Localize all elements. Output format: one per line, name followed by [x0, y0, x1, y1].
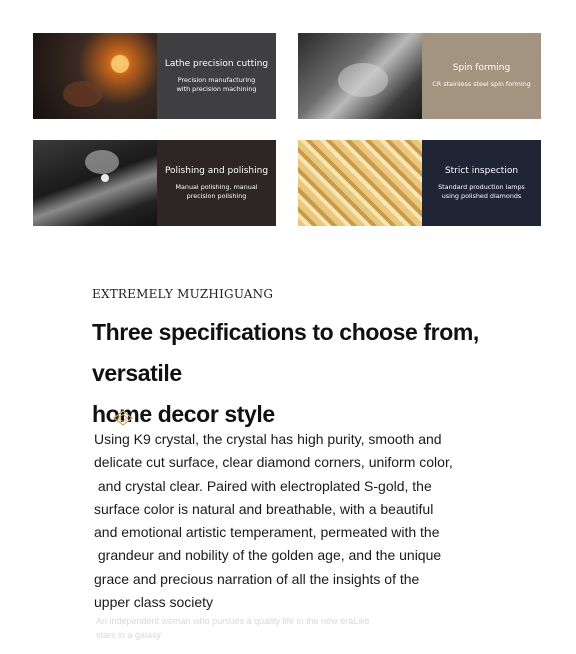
page-headline: Three specifications to choose from, versatile home decor style — [92, 319, 479, 427]
spin-forming-photo — [298, 33, 422, 119]
card-title: Spin forming — [452, 63, 511, 73]
card-description: Standard production lamps using polished diamonds — [438, 182, 525, 200]
description-paragraph: Using K9 crystal, the crystal has high purity, smooth and delicate cut surface, clear diamond corners, uniform color, and crystal clear. Paired with electroplated S-gold, the surface color is natural and breathable, with a beautiful and emotional artistic temperament, permeated with the grandeur and nobility of the golden age, and the unique grace and precious narration of all the insights of the upper class society — [94, 431, 453, 611]
card-description: Manual polishing, manual precision polishing — [175, 182, 258, 200]
card-description: Precision manufacturing with precision machining — [176, 75, 257, 93]
card-description: CR stainless steel spin forming — [432, 80, 531, 88]
process-card-spin — [298, 33, 541, 119]
lathe-sparks-photo — [33, 33, 157, 119]
polishing-photo — [33, 140, 157, 226]
faded-tagline: An independent woman who pursues a quality life in the new eraLike stars in a galaxy — [96, 616, 370, 640]
crystal-inspection-photo — [298, 140, 422, 226]
card-title: Lathe precision cutting — [164, 58, 269, 69]
process-card-lathe — [33, 33, 276, 119]
brand-label: EXTREMELY MUZHIGUANG — [92, 287, 274, 301]
card-title: Polishing and polishing — [164, 165, 269, 176]
card-title: Strict inspection — [444, 165, 519, 176]
diamond-ornament-icon — [113, 410, 133, 426]
process-card-inspection — [298, 140, 541, 226]
process-card-polishing — [33, 140, 276, 226]
